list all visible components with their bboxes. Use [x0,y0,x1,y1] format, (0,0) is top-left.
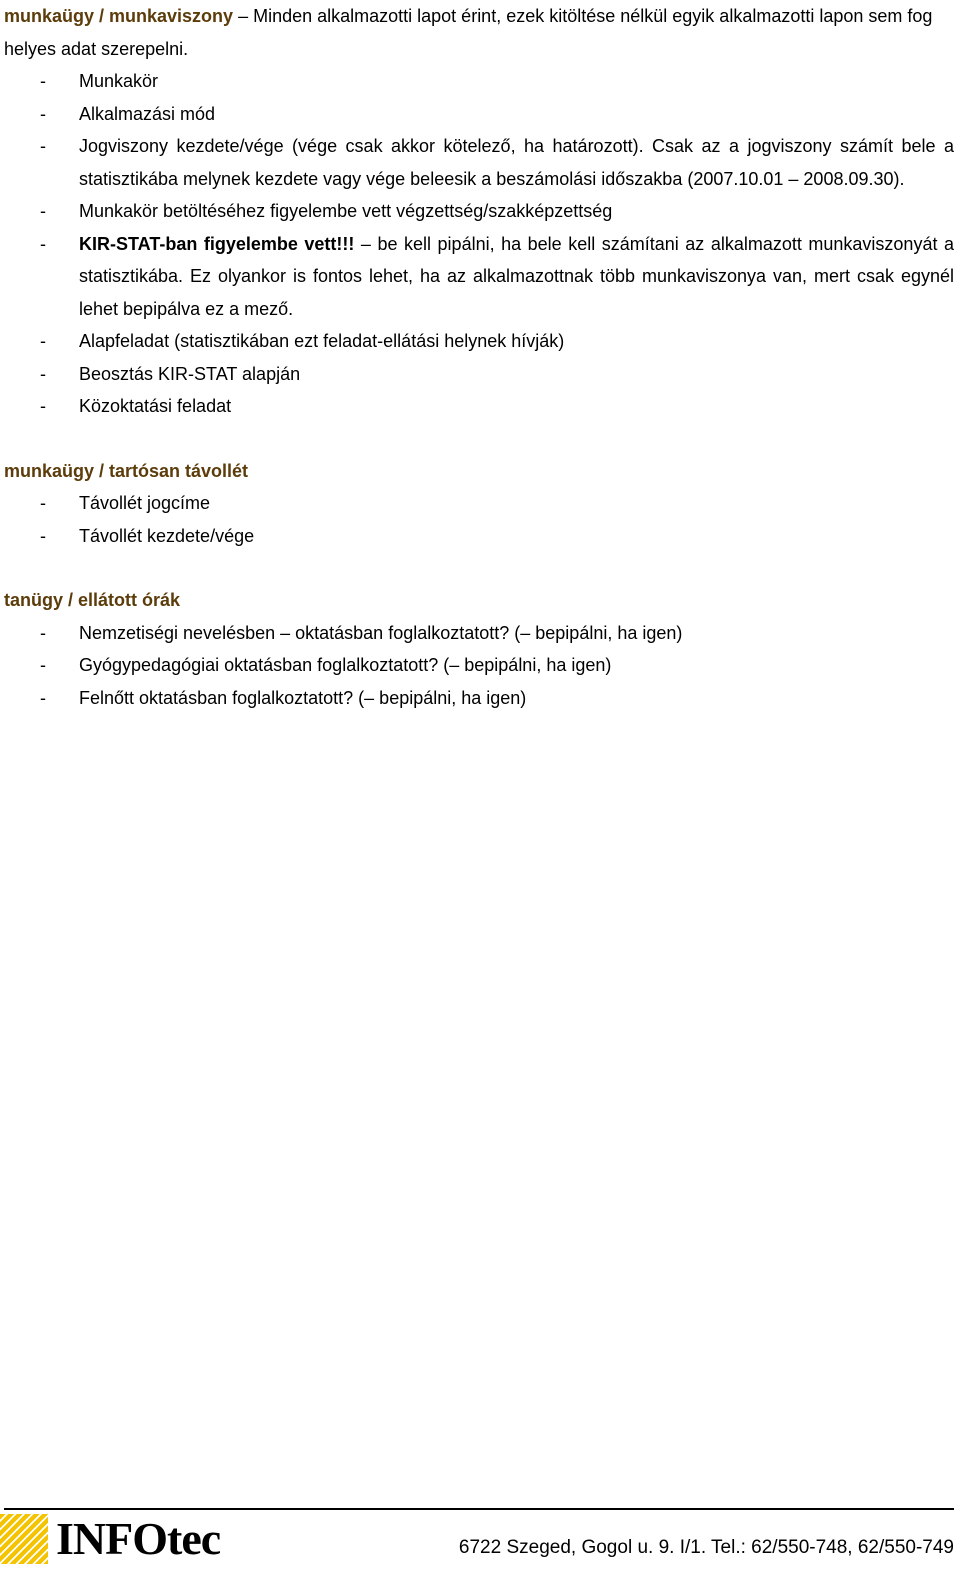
section-heading-tavollet: munkaügy / tartósan távollét [4,460,249,481]
list-item: - Gyógypedagógiai oktatásban foglalkoztatott? (– bepipálni, ha igen) [40,655,612,675]
company-logo [0,1512,240,1564]
section-heading-orak: tanügy / ellátott órák [4,590,181,610]
intro-paragraph [4,0,954,65]
list-item-kirstat: - KIR-STAT-ban figyelembe vett!!! – be kell pipálni, ha bele kell számítani az alkalmazott munkaviszonyát a statisztikába. Ez olyankor is fontos lehet, ha az alkalmazottnak több munkaviszonya van, mert csak egynél lehet bepipálva ez a mező. [40,233,954,319]
list-item: - Közoktatási feladat [40,396,232,416]
kirstat-label: KIR-STAT-ban figyelembe vett!!! [79,233,355,254]
logo-text: INFOtec [56,1513,221,1564]
list-item: - Beosztás KIR-STAT alapján [40,363,301,384]
list-item: - Jogviszony kezdete/vége (vége csak akkor kötelező, ha határozott). Csak az a jogviszony számít bele a statisztikába melynek kezdete vagy vége beleesik a beszámolási időszakba (2007.10.01 – 2008.09.30). [40,136,954,189]
logo-mark-icon [0,1514,48,1564]
list-item: - Felnőtt oktatásban foglalkoztatott? (– bepipálni, ha igen) [40,687,527,708]
kirstat-text: – be kell pipálni, ha bele kell számítani az alkalmazott munkaviszonyát a statisztikába. Ez olyankor is fontos lehet, ha az alkalmazottnak több munkaviszonya van, mert csak egynél lehet bepipálva ez a mező. [79,233,954,319]
list-item: - Munkakör [40,71,159,91]
page-footer [0,1512,960,1573]
tavollet-list [4,487,954,552]
list-item: - Nemzetiségi nevelésben – oktatásban foglalkoztatott? (– bepipálni, ha igen) [40,622,683,643]
list-item: - Távollét kezdete/vége [40,525,255,546]
list-item: - Távollét jogcíme [40,493,211,513]
document-body [4,0,954,714]
footer-address: 6722 Szeged, Gogol u. 9. I/1. Tel.: 62/550-748, 62/550-749 [458,1537,954,1558]
orak-list [4,617,954,715]
footer-divider [4,1508,954,1510]
list-item: - Munkakör betöltéséhez figyelembe vett végzettség/szakképzettség [40,201,613,221]
list-item: - Alkalmazási mód [40,103,216,124]
section-heading-munkaviszony: munkaügy / munkaviszony [4,6,234,26]
intro-text: – Minden alkalmazotti lapot érint, ezek kitöltése nélkül egyik alkalmazotti lapon sem fog helyes adat szerepelni. [4,6,933,59]
munkaviszony-list [4,65,954,423]
list-item: - Alapfeladat (statisztikában ezt feladat-ellátási helynek hívják) [40,331,565,351]
